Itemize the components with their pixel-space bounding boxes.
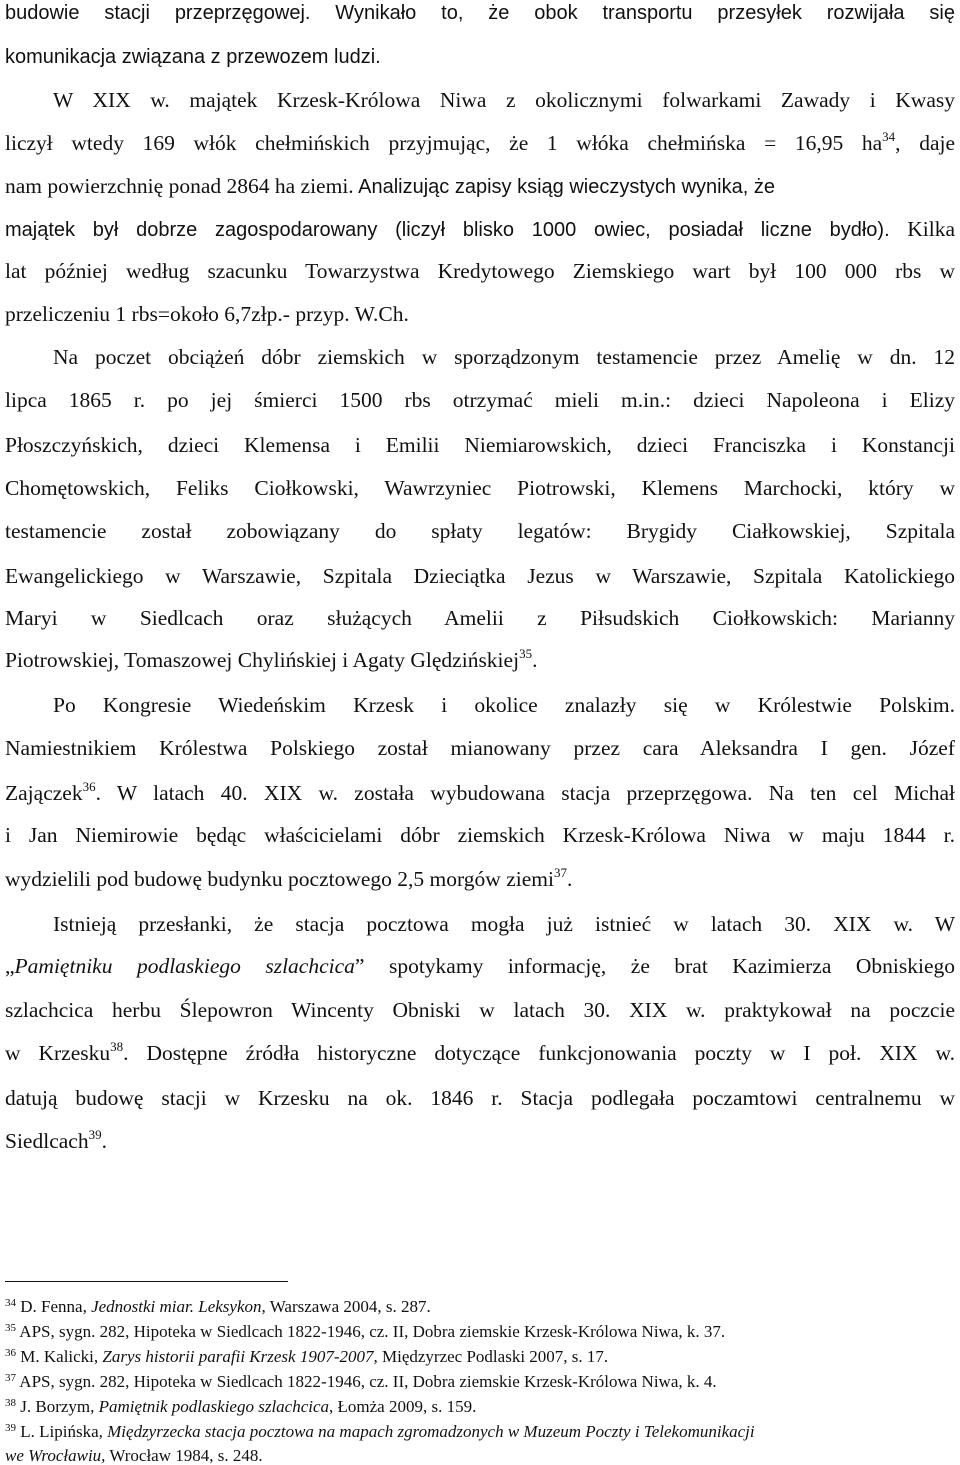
line-text-rest: Analizując zapisy ksiąg wieczystych wynika, że — [353, 176, 775, 198]
body-line — [5, 646, 955, 672]
footnote — [5, 1323, 955, 1340]
line-text: budowie stacji przeprzęgowej. Wynikało to, że obok transportu przesyłek rozwijała się — [5, 2, 955, 24]
footnote-ref: 37 — [553, 865, 567, 880]
body-line — [5, 1088, 955, 1110]
footnote-number: 36 — [5, 1347, 16, 1359]
line-text: Na poczet obciążeń dóbr ziemskich w sporządzonym testamencie przez Amelię w dn. 12 — [53, 345, 955, 369]
footnote — [5, 1398, 955, 1415]
line-text-rest: Kilka — [889, 217, 955, 241]
line-text: i Jan Niemirowie będąc właścicielami dóbr ziemskich Krzesk-Królowa Niwa w maju 1844 r. — [5, 823, 955, 847]
footnote-title: Jednostki miar. Leksykon — [91, 1297, 262, 1316]
line-text: Chomętowskich, Feliks Ciołkowski, Wawrzyniec Piotrowski, Klemens Marchocki, który w — [5, 476, 955, 500]
line-text-after: . — [101, 1129, 107, 1153]
body-line — [53, 90, 955, 112]
body-line — [53, 347, 955, 369]
footnote-number: 38 — [5, 1397, 16, 1409]
quote-mark: „ — [5, 954, 15, 978]
body-line — [5, 1000, 955, 1022]
footnote — [5, 1298, 955, 1315]
footnote-ref: 38 — [110, 1039, 124, 1054]
footnote-text: M. Kalicki, — [16, 1347, 103, 1366]
footnote-title: Zarys historii parafii Krzesk 1907-2007 — [102, 1347, 374, 1366]
body-line — [53, 695, 955, 717]
footnote-number: 37 — [5, 1372, 16, 1384]
body-line — [5, 129, 956, 155]
line-text: testamencie został zobowiązany do spłaty legatów: Brygidy Ciałkowskiej, Szpitala — [5, 519, 955, 543]
line-text: Ewangelickiego w Warszawie, Szpitala Dzieciątka Jezus w Warszawie, Szpitala Katolickiego — [5, 564, 955, 588]
body-line — [5, 825, 955, 847]
footnote-ref: 36 — [82, 779, 96, 794]
footnote-text: , Międzyrzec Podlaski 2007, s. 17. — [373, 1347, 609, 1366]
footnote — [5, 1348, 955, 1365]
body-line — [5, 3, 955, 23]
body-line — [5, 47, 955, 67]
footnote-ref: 34 — [882, 129, 896, 144]
line-text: lat później według szacunku Towarzystwa Kredytowego Ziemskiego wart był 100 000 rbs w — [5, 259, 955, 283]
line-text: Namiestnikiem Królestwa Polskiego został mianowany przez cara Aleksandra I gen. Józef — [5, 736, 955, 760]
footnote — [5, 1423, 955, 1440]
body-line — [5, 261, 955, 283]
line-text: przeliczeniu 1 rbs=około 6,7złp.- przyp. W.Ch. — [5, 302, 409, 326]
footnote-text: L. Lipińska, — [16, 1422, 108, 1441]
line-text-after: . Dostępne źródła historyczne dotyczące funkcjonowania poczty w I poł. XIX w. — [123, 1041, 955, 1065]
line-text: szlachcica herbu Ślepowron Wincenty Obniski w latach 30. XIX w. praktykował na poczcie — [5, 998, 955, 1022]
line-text: Płoszczyńskich, dzieci Klemensa i Emilii Niemiarowskich, dzieci Franciszka i Konstancji — [5, 433, 955, 457]
line-text: liczył wtedy 169 włók chełmińskich przyjmując, że 1 włóka chełmińska = 16,95 ha — [5, 131, 883, 155]
footnote-text: APS, sygn. 282, Hipoteka w Siedlcach 1822-1946, cz. II, Dobra ziemskie Krzesk-Królowa Niwa, k. 37. — [16, 1322, 726, 1341]
footnote-text: Wrocław 1984, s. 248. — [105, 1446, 263, 1465]
body-line — [5, 608, 955, 630]
line-text: Maryi w Siedlcach oraz służących Amelii z Piłsudskich Ciołkowskich: Marianny — [5, 606, 955, 630]
body-line — [5, 1127, 955, 1153]
line-text: w Krzesku — [5, 1041, 111, 1065]
line-text: datują budowę stacji w Krzesku na ok. 1846 r. Stacja podlegała poczamtowi centralnemu w — [5, 1086, 955, 1110]
line-text: majątek był dobrze zagospodarowany (liczył blisko 1000 owiec, posiadał liczne bydło). — [5, 219, 890, 241]
footnote-ref: 39 — [88, 1127, 102, 1142]
line-text: wydzielili pod budowę budynku pocztowego 2,5 morgów ziemi — [5, 867, 554, 891]
footnote-title: we Wrocławiu, — [5, 1446, 106, 1465]
body-line — [5, 219, 955, 241]
body-line — [5, 566, 955, 588]
body-line — [5, 478, 955, 500]
footnote — [5, 1447, 955, 1464]
line-text: komunikacja związana z przewozem ludzi. — [5, 46, 381, 68]
footnote-number: 39 — [5, 1422, 16, 1434]
footnote-separator — [5, 1281, 288, 1282]
line-text: Piotrowskiej, Tomaszowej Chylińskiej i Agaty Ględzińskiej — [5, 648, 520, 672]
line-text-after: , daje — [895, 131, 956, 155]
footnote-title: Międzyrzecka stacja pocztowa na mapach zgromadzonych w Muzeum Poczty i Telekomunikacji — [107, 1422, 755, 1441]
line-text-after: . — [532, 648, 538, 672]
italic-title: Pamiętniku podlaskiego szlachcica — [14, 954, 355, 978]
body-line — [5, 521, 955, 543]
body-line — [5, 304, 955, 326]
body-line — [5, 390, 955, 412]
footnote-title: Pamiętnik podlaskiego szlachcica — [98, 1397, 330, 1416]
footnote-text: J. Borzym, — [16, 1397, 99, 1416]
body-line — [5, 738, 955, 760]
line-text: Zajączek — [5, 781, 83, 805]
line-text: nam powierzchnię ponad 2864 ha ziemi. — [5, 174, 354, 198]
footnote-text: APS, sygn. 282, Hipoteka w Siedlcach 1822-1946, cz. II, Dobra ziemskie Krzesk-Królowa Niwa, k. 4. — [16, 1372, 717, 1391]
line-text: lipca 1865 r. po jej śmierci 1500 rbs otrzymać mieli m.in.: dzieci Napoleona i Elizy — [5, 388, 955, 412]
footnote-text: D. Fenna, — [16, 1297, 92, 1316]
line-text-after: . W latach 40. XIX w. została wybudowana stacja przeprzęgowa. Na ten cel Michał — [95, 781, 955, 805]
line-text: W XIX w. majątek Krzesk-Królowa Niwa z okolicznymi folwarkami Zawady i Kwasy — [53, 88, 955, 112]
body-line — [53, 914, 955, 936]
line-text: ” spotykamy informację, że brat Kazimierza Obniskiego — [354, 954, 956, 978]
footnote-number: 35 — [5, 1322, 16, 1334]
footnote-text: , Łomża 2009, s. 159. — [329, 1397, 477, 1416]
body-line — [5, 176, 955, 198]
footnote-text: , Warszawa 2004, s. 287. — [261, 1297, 431, 1316]
line-text: Po Kongresie Wiedeńskim Krzesk i okolice znalazły się w Królestwie Polskim. — [53, 693, 955, 717]
footnote-number: 34 — [5, 1297, 16, 1309]
footnote-ref: 35 — [519, 646, 533, 661]
body-line — [5, 435, 955, 457]
body-line — [5, 1039, 955, 1065]
body-line — [5, 956, 955, 978]
body-line — [5, 779, 955, 805]
line-text: Istnieją przesłanki, że stacja pocztowa mogła już istnieć w latach 30. XIX w. W — [53, 912, 955, 936]
line-text-after: . — [566, 867, 573, 891]
footnote — [5, 1373, 955, 1390]
line-text: Siedlcach — [5, 1129, 89, 1153]
body-line — [5, 865, 955, 891]
